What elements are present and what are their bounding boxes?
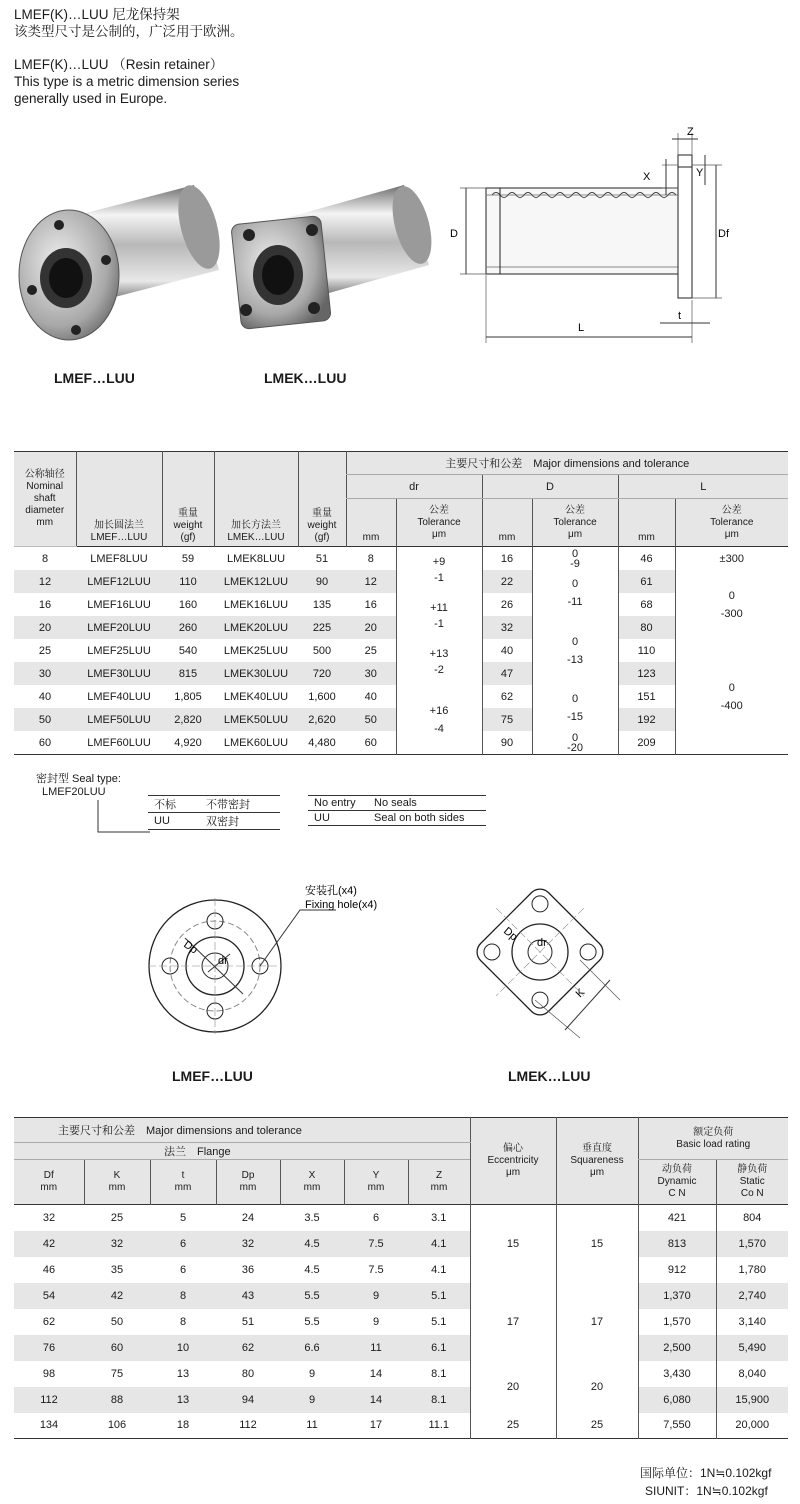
col-weight-lmef: 重量 weight (gf) <box>162 452 214 547</box>
intro-line-cn-title: LMEF(K)…LUU 尼龙保持架 <box>14 7 180 22</box>
drawing-caption-lmek: LMEK…LUU <box>508 1068 591 1084</box>
table-row: 98 75 13 80 9 14 8.1 20 20 3,430 8,040 <box>14 1361 788 1387</box>
intro-line-en-desc-1: This type is a metric dimension series <box>14 74 240 89</box>
product-photos <box>14 180 434 360</box>
col-weight-lmek: 重量 weight (gf) <box>298 452 346 547</box>
svg-text:Dp: Dp <box>501 925 520 944</box>
side-view-drawing <box>440 125 740 350</box>
D-header: D <box>482 475 618 499</box>
intro-text <box>14 6 244 107</box>
seal-table-cn: 不标 不带密封 UU 双密封 <box>148 795 280 830</box>
col-nominal-shaft: 公称轴径 Nominal shaft diameter mm <box>14 452 76 547</box>
flange-drawings <box>140 880 620 1040</box>
t2-squareness-header: 垂直度 Squareness μm <box>556 1118 638 1205</box>
D-mm: mm <box>482 499 532 547</box>
label-k: K <box>573 986 588 1001</box>
table-row: 50 LMEF50LUU 2,820 LMEK50LUU 2,620 50 75 192 <box>14 708 788 731</box>
svg-text:dr: dr <box>537 937 547 949</box>
table-row: 30 LMEF30LUU 815 LMEK30LUU 720 30 47 123 <box>14 662 788 685</box>
label-l: L <box>578 322 585 334</box>
table-row: 40 LMEF40LUU 1,805 LMEK40LUU 1,600 40 +16 -4 62 0 -15 151 <box>14 685 788 708</box>
table-row: 112 88 13 94 9 14 8.1 6,080 15,900 <box>14 1387 788 1413</box>
intro-line-cn-desc: 该类型尺寸是公制的，广泛用于欧洲。 <box>14 24 244 39</box>
dr-mm: mm <box>346 499 396 547</box>
table-row: 42 32 6 32 4.5 7.5 4.1 813 1,570 <box>14 1231 788 1257</box>
t2-major-header: 主要尺寸和公差 Major dimensions and tolerance <box>14 1118 470 1143</box>
lmek-front-view <box>452 880 620 1040</box>
label-y: Y <box>696 167 704 179</box>
col-lmek: 加长方法兰 LMEK…LUU <box>214 452 298 547</box>
D-tolerance: 公差 Tolerance μm <box>532 499 618 547</box>
table-row: 25 LMEF25LUU 540 LMEK25LUU 500 25 +13 -2 40 110 0 -400 <box>14 639 788 662</box>
table-row: 46 35 6 36 4.5 7.5 4.1 912 1,780 <box>14 1257 788 1283</box>
drawing-caption-lmef: LMEF…LUU <box>172 1068 253 1084</box>
dr-tolerance: 公差 Tolerance μm <box>396 499 482 547</box>
dimension-table-2: 主要尺寸和公差 Major dimensions and tolerance 偏心 Eccentricity μm 垂直度 Squareness μm 额定负荷 Basic load rating 法兰 Flange Df mm K mm t mm Dp mm X mm Y mm Z mm 动负荷 Dynamic C N 静负荷 Static Co N 32 25 5 24 3.5 6 3.1 15 15 421 804 42 32 6 32 4.5 7.5 4.1 813 1,570 46 35 6 36 4.5 7.5 4.1 912 1,780 54 42 8 43 5.5 9 5.1 17 17 1,370 2,740 62 50 8 51 5.5 9 5.1 1,570 3,140 76 60 10 62 6.6 11 6.1 2,500 5,490 98 75 13 80 9 14 8.1 20 20 3,430 8,040 112 88 13 94 9 14 8.1 6,080 15,900 134 106 18 112 11 17 11.1 25 25 7,550 20,000 <box>14 1117 788 1439</box>
label-df: Df <box>718 228 729 240</box>
lmek-photo <box>231 182 434 329</box>
svg-text:dr: dr <box>218 955 228 967</box>
svg-text:Dp: Dp <box>181 938 200 957</box>
dr-header: dr <box>346 475 482 499</box>
major-dimensions-header: 主要尺寸和公差 Major dimensions and tolerance <box>346 452 788 475</box>
table-row: 20 LMEF20LUU 260 LMEK20LUU 225 20 32 0 -13 80 <box>14 616 788 639</box>
L-tolerance: 公差 Tolerance μm <box>675 499 788 547</box>
intro-line-en-desc-2: generally used in Europe. <box>14 91 168 106</box>
label-z: Z <box>687 126 694 138</box>
label-x: X <box>643 171 651 183</box>
hole-label-cn: 安装孔(x4) <box>305 885 357 897</box>
table-row: 76 60 10 62 6.6 11 6.1 2,500 5,490 <box>14 1335 788 1361</box>
col-lmef: 加长圆法兰 LMEF…LUU <box>76 452 162 547</box>
L-mm: mm <box>618 499 675 547</box>
table-row: 54 42 8 43 5.5 9 5.1 17 17 1,370 2,740 <box>14 1283 788 1309</box>
table-row: 12 LMEF12LUU 110 LMEK12LUU 90 12 22 0 -11 61 0 -300 <box>14 570 788 593</box>
footer-unit-cn: 国际单位：1N≒0.102kgf <box>640 1466 772 1480</box>
seal-type-code: LMEF20LUU <box>42 786 106 798</box>
table-row: 60 LMEF60LUU 4,920 LMEK60LUU 4,480 60 90 0 -20 209 <box>14 731 788 755</box>
seal-type-title: 密封型 Seal type: <box>36 773 121 785</box>
hole-label-en: Fixing hole(x4) <box>305 899 378 911</box>
lmef-photo <box>19 181 228 340</box>
t2-load-header: 额定负荷 Basic load rating <box>638 1118 788 1160</box>
table-row: 134 106 18 112 11 17 11.1 25 25 7,550 20,000 <box>14 1413 788 1439</box>
L-header: L <box>618 475 788 499</box>
table-row: 62 50 8 51 5.5 9 5.1 1,570 3,140 <box>14 1309 788 1335</box>
t2-eccentricity-header: 偏心 Eccentricity μm <box>470 1118 556 1205</box>
dimension-table-1 <box>14 451 788 755</box>
label-t: t <box>678 310 682 322</box>
intro-line-en-title: LMEF(K)…LUU （Resin retainer） <box>14 57 224 72</box>
table-row: 8 LMEF8LUU 59 LMEK8LUU 51 8 +9 -1 16 0 -9 46 ±300 <box>14 547 788 571</box>
footer-unit-en: SIUNIT：1N≒0.102kgf <box>645 1484 768 1498</box>
lmef-front-view <box>148 898 336 1034</box>
photo-caption-lmef: LMEF…LUU <box>54 370 135 386</box>
seal-table-en: No entry No seals UU Seal on both sides <box>308 795 486 826</box>
table-row: 16 LMEF16LUU 160 LMEK16LUU 135 16 +11 -1 26 68 <box>14 593 788 616</box>
t2-flange-header: 法兰 Flange <box>14 1143 470 1160</box>
photo-caption-lmek: LMEK…LUU <box>264 370 347 386</box>
label-d: D <box>450 228 458 240</box>
table-row: 32 25 5 24 3.5 6 3.1 15 15 421 804 <box>14 1205 788 1231</box>
